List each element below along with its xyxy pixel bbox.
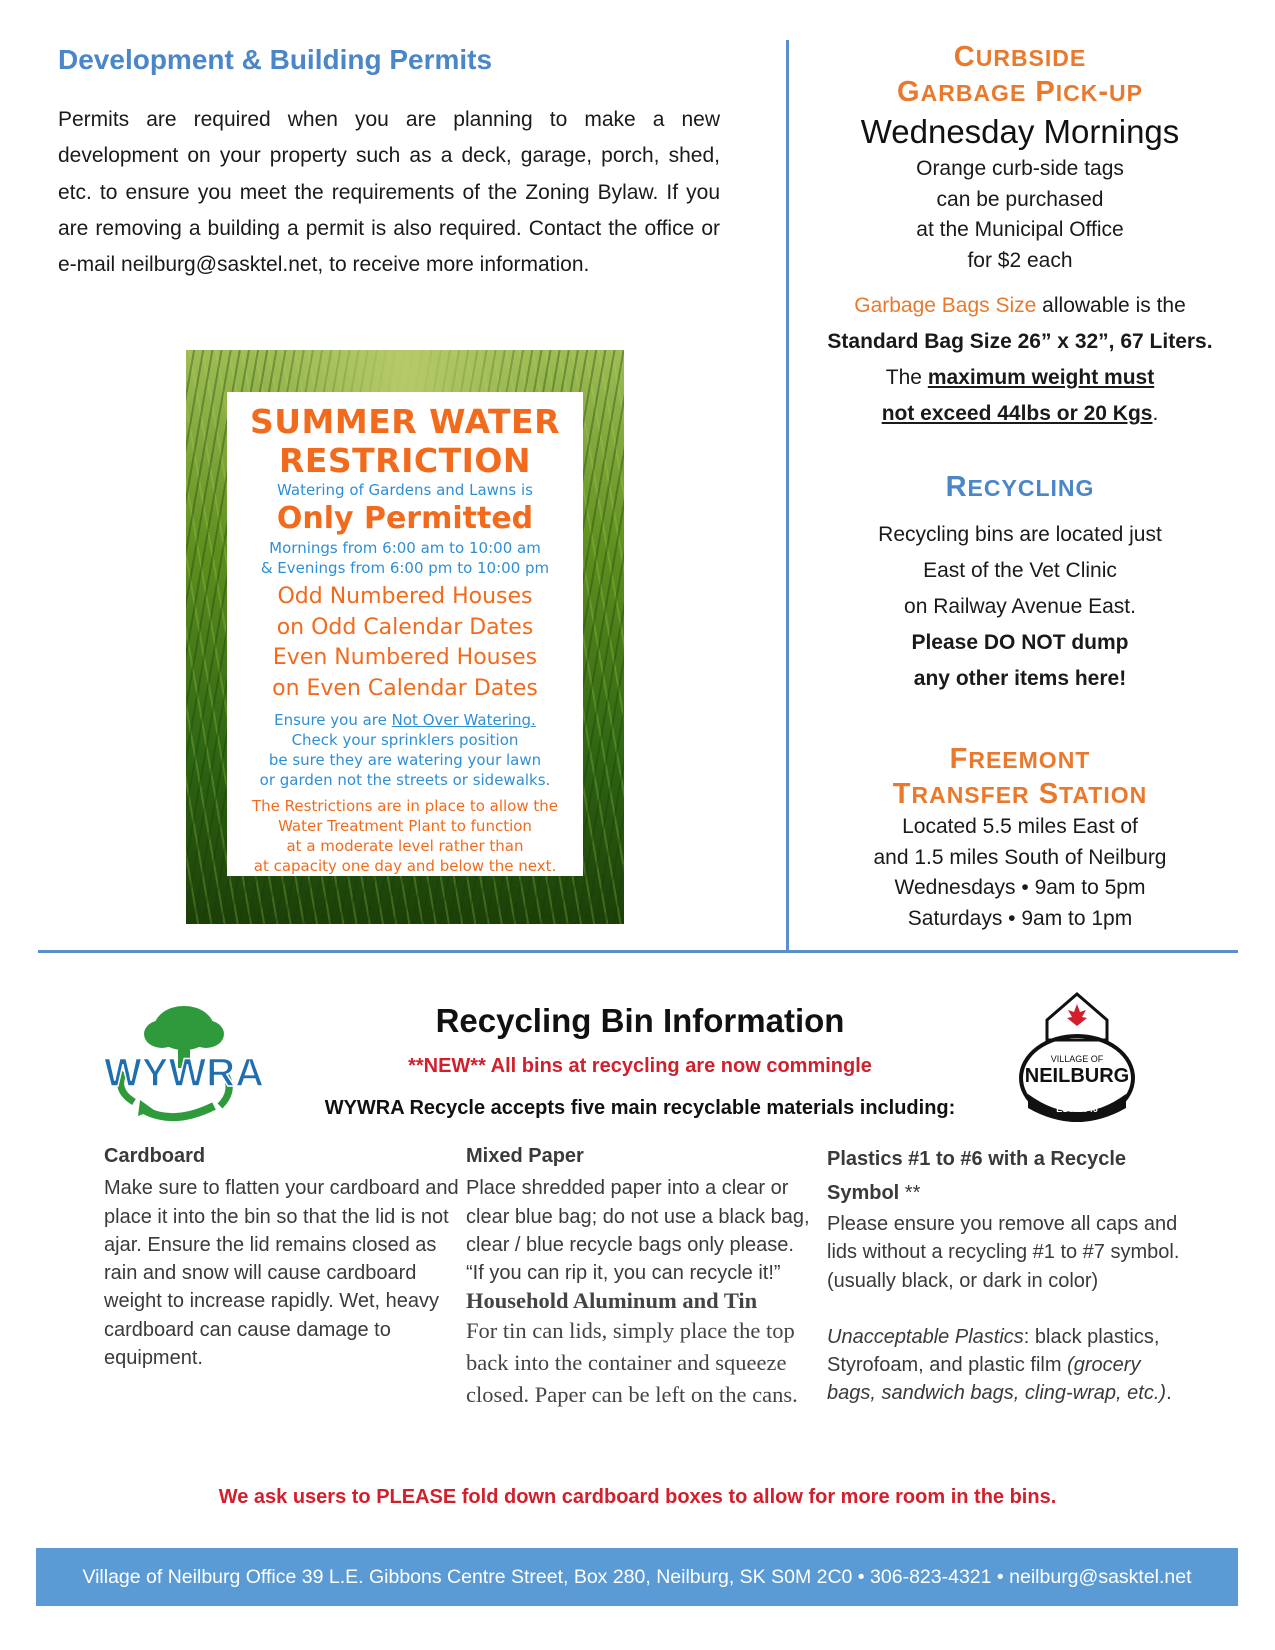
poster-odd-1: Odd Numbered Houses — [277, 584, 533, 609]
poster-check-3: or garden not the streets or sidewalks. — [259, 771, 551, 789]
paper-quote: “If you can rip it, you can recycle it!” — [466, 1262, 781, 1285]
poster-restr-3: at a moderate level rather than — [286, 837, 524, 855]
bin-info-new-notice: **NEW** All bins at recycling are now commingle — [408, 1055, 872, 1077]
transfer-line-2: and 1.5 miles South of Neilburg — [873, 845, 1167, 869]
poster-only-permitted: Only Permitted — [276, 501, 534, 536]
unacceptable-label: Unacceptable Plastics — [827, 1325, 1024, 1348]
poster-restr-1: The Restrictions are in place to allow the — [251, 797, 558, 815]
unacceptable-plastics — [827, 1323, 1182, 1408]
plastics-heading-text: Plastics #1 to #6 with a Recycle Symbol — [827, 1148, 1127, 1204]
garbage-tags-1: Orange curb-side tags — [916, 157, 1124, 180]
garbage-tags-3: at the Municipal Office — [916, 218, 1124, 241]
wywra-logo-text: WYWRA — [104, 1051, 264, 1095]
garbage-section — [800, 40, 1240, 432]
column-plastics — [827, 1142, 1182, 1408]
transfer-heading-2: TRANSFER STATION — [892, 778, 1148, 810]
paper-heading: Mixed Paper — [466, 1145, 584, 1167]
transfer-heading-1: FREEMONT — [949, 743, 1091, 775]
bin-info-title: Recycling Bin Information — [435, 1002, 845, 1039]
transfer-section — [800, 742, 1240, 934]
garbage-heading-1-rest: URBSIDE — [975, 45, 1087, 71]
unacceptable-mid: : black plastics, Styrofoam, and plastic film — [827, 1325, 1160, 1377]
footer-contact-bar: Village of Neilburg Office 39 L.E. Gibbons Centre Street, Box 280, Neilburg, SK S0M 2C0 • 306-823-4321 • neilburg@sasktel.net — [36, 1548, 1238, 1606]
poster-title-2: RESTRICTION — [278, 441, 532, 480]
garbage-tags-2: can be purchased — [936, 187, 1104, 211]
bin-info-accepts: WYWRA Recycle accepts five main recyclable materials including: — [324, 1097, 956, 1119]
poster-odd-2: on Odd Calendar Dates — [276, 614, 534, 640]
neilburg-logo — [1014, 990, 1140, 1130]
poster-title-1: SUMMER WATER — [249, 402, 561, 441]
garbage-bags-line — [800, 288, 1240, 324]
garbage-heading-1: CURBSIDE — [953, 41, 1087, 73]
transfer-line-3: Wednesdays • 9am to 5pm — [894, 876, 1146, 899]
column-cardboard — [104, 1142, 459, 1372]
poster-not-over-watering: Not Over Watering. — [391, 711, 536, 729]
garbage-the: The — [885, 366, 928, 389]
garbage-day: Wednesday Mornings — [860, 113, 1180, 150]
garbage-bags-label: Garbage Bags Size — [854, 294, 1037, 317]
recycling-section — [800, 470, 1240, 697]
transfer-line-4: Saturdays • 9am to 1pm — [907, 906, 1133, 930]
neilburg-village-of: VILLAGE OF — [1050, 1054, 1104, 1064]
wywra-logo — [104, 1002, 264, 1130]
poster-ensure — [227, 710, 583, 730]
plastics-heading — [827, 1142, 1182, 1210]
poster-even-1: Even Numbered Houses — [272, 645, 538, 670]
poster-check-2: be sure they are watering your lawn — [268, 751, 542, 769]
poster-card — [227, 392, 583, 876]
neilburg-logo-name: NEILBURG — [1024, 1065, 1130, 1087]
recycling-warn-2: any other items here! — [913, 667, 1127, 690]
plastics-stars: ** — [899, 1182, 921, 1204]
recycling-line-2: East of the Vet Clinic — [923, 559, 1117, 582]
maple-leaf-icon — [1067, 1004, 1087, 1026]
garbage-bags-rest: allowable is the — [1036, 294, 1186, 317]
paper-body: Place shredded paper into a clear or clear blue bag; do not use a black bag, clear / blue recycle bags only please. — [466, 1177, 810, 1256]
unacceptable-end: . — [1166, 1382, 1172, 1405]
permits-body: Permits are required when you are planning to make a new development on your property such as a deck, garage, porch, shed, etc. to ensure you meet the requirements of the Zoning Bylaw. If you are removing a building a permit is also required. Contact the office or e-mail neilburg@sasktel.net, to receive more information. — [58, 108, 720, 277]
cardboard-heading: Cardboard — [104, 1145, 206, 1167]
neilburg-logo-graphic — [1014, 990, 1140, 1130]
aluminum-body: For tin can lids, simply place the top back into the container and squeeze closed. Paper can be left on the cans. — [466, 1318, 798, 1408]
column-mixed-paper — [466, 1142, 811, 1411]
horizontal-divider — [38, 950, 1238, 953]
vertical-divider — [786, 40, 789, 950]
garbage-heading-2: GARBAGE PICK-UP — [897, 76, 1143, 108]
aluminum-heading: Household Aluminum and Tin — [466, 1288, 758, 1314]
poster-restr-4: at capacity one day and below the next. — [253, 857, 557, 875]
garbage-bag-size: Standard Bag Size 26” x 32”, 67 Liters. — [827, 330, 1213, 353]
poster-check-1: Check your sprinklers position — [291, 731, 519, 749]
recycling-line-3: on Railway Avenue East. — [904, 595, 1136, 618]
transfer-line-1: Located 5.5 miles East of — [902, 815, 1138, 838]
poster-evenings: & Evenings from 6:00 pm to 10:00 pm — [260, 559, 550, 577]
poster-restr-2: Water Treatment Plant to function — [278, 817, 532, 835]
recycling-warn-1: Please DO NOT dump — [911, 631, 1129, 654]
fold-boxes-note: We ask users to PLEASE fold down cardboard boxes to allow for more room in the bins. — [218, 1486, 1057, 1508]
poster-ensure-prefix: Ensure you are — [274, 711, 392, 729]
poster-even-2: on Even Calendar Dates — [272, 675, 538, 701]
recycling-heading: RECYCLING — [945, 471, 1095, 503]
water-restriction-poster — [186, 350, 624, 924]
wywra-logo-graphic — [104, 1002, 264, 1130]
plastics-body: Please ensure you remove all caps and lids without a recycling #1 to #7 symbol. (usually black, or dark in color) — [827, 1213, 1180, 1292]
garbage-weight-1: maximum weight must — [927, 366, 1155, 389]
garbage-weight-line-2 — [800, 396, 1240, 432]
garbage-tags-4: for $2 each — [967, 248, 1073, 272]
unacceptable-examples: (grocery bags, sandwich bags, cling-wrap, etc.) — [827, 1354, 1167, 1405]
cardboard-body: Make sure to flatten your cardboard and place it into the bin so that the lid is not ajar. Ensure the lid remains closed as rain and snow will cause cardboard weight to increase rapidly. Wet, heavy cardboard can cause damage to equipment. — [104, 1177, 459, 1370]
neilburg-est: EST. 1946 — [1056, 1104, 1098, 1114]
permits-heading: Development & Building Permits — [58, 44, 493, 75]
poster-mornings: Mornings from 6:00 am to 10:00 am — [269, 539, 541, 557]
garbage-period: . — [1152, 402, 1159, 425]
poster-watering-line: Watering of Gardens and Lawns is — [277, 481, 533, 499]
recycling-line-1: Recycling bins are located just — [878, 523, 1162, 546]
garbage-weight-line-1 — [800, 360, 1240, 396]
garbage-weight-2: not exceed 44lbs or 20 Kgs — [881, 402, 1153, 425]
